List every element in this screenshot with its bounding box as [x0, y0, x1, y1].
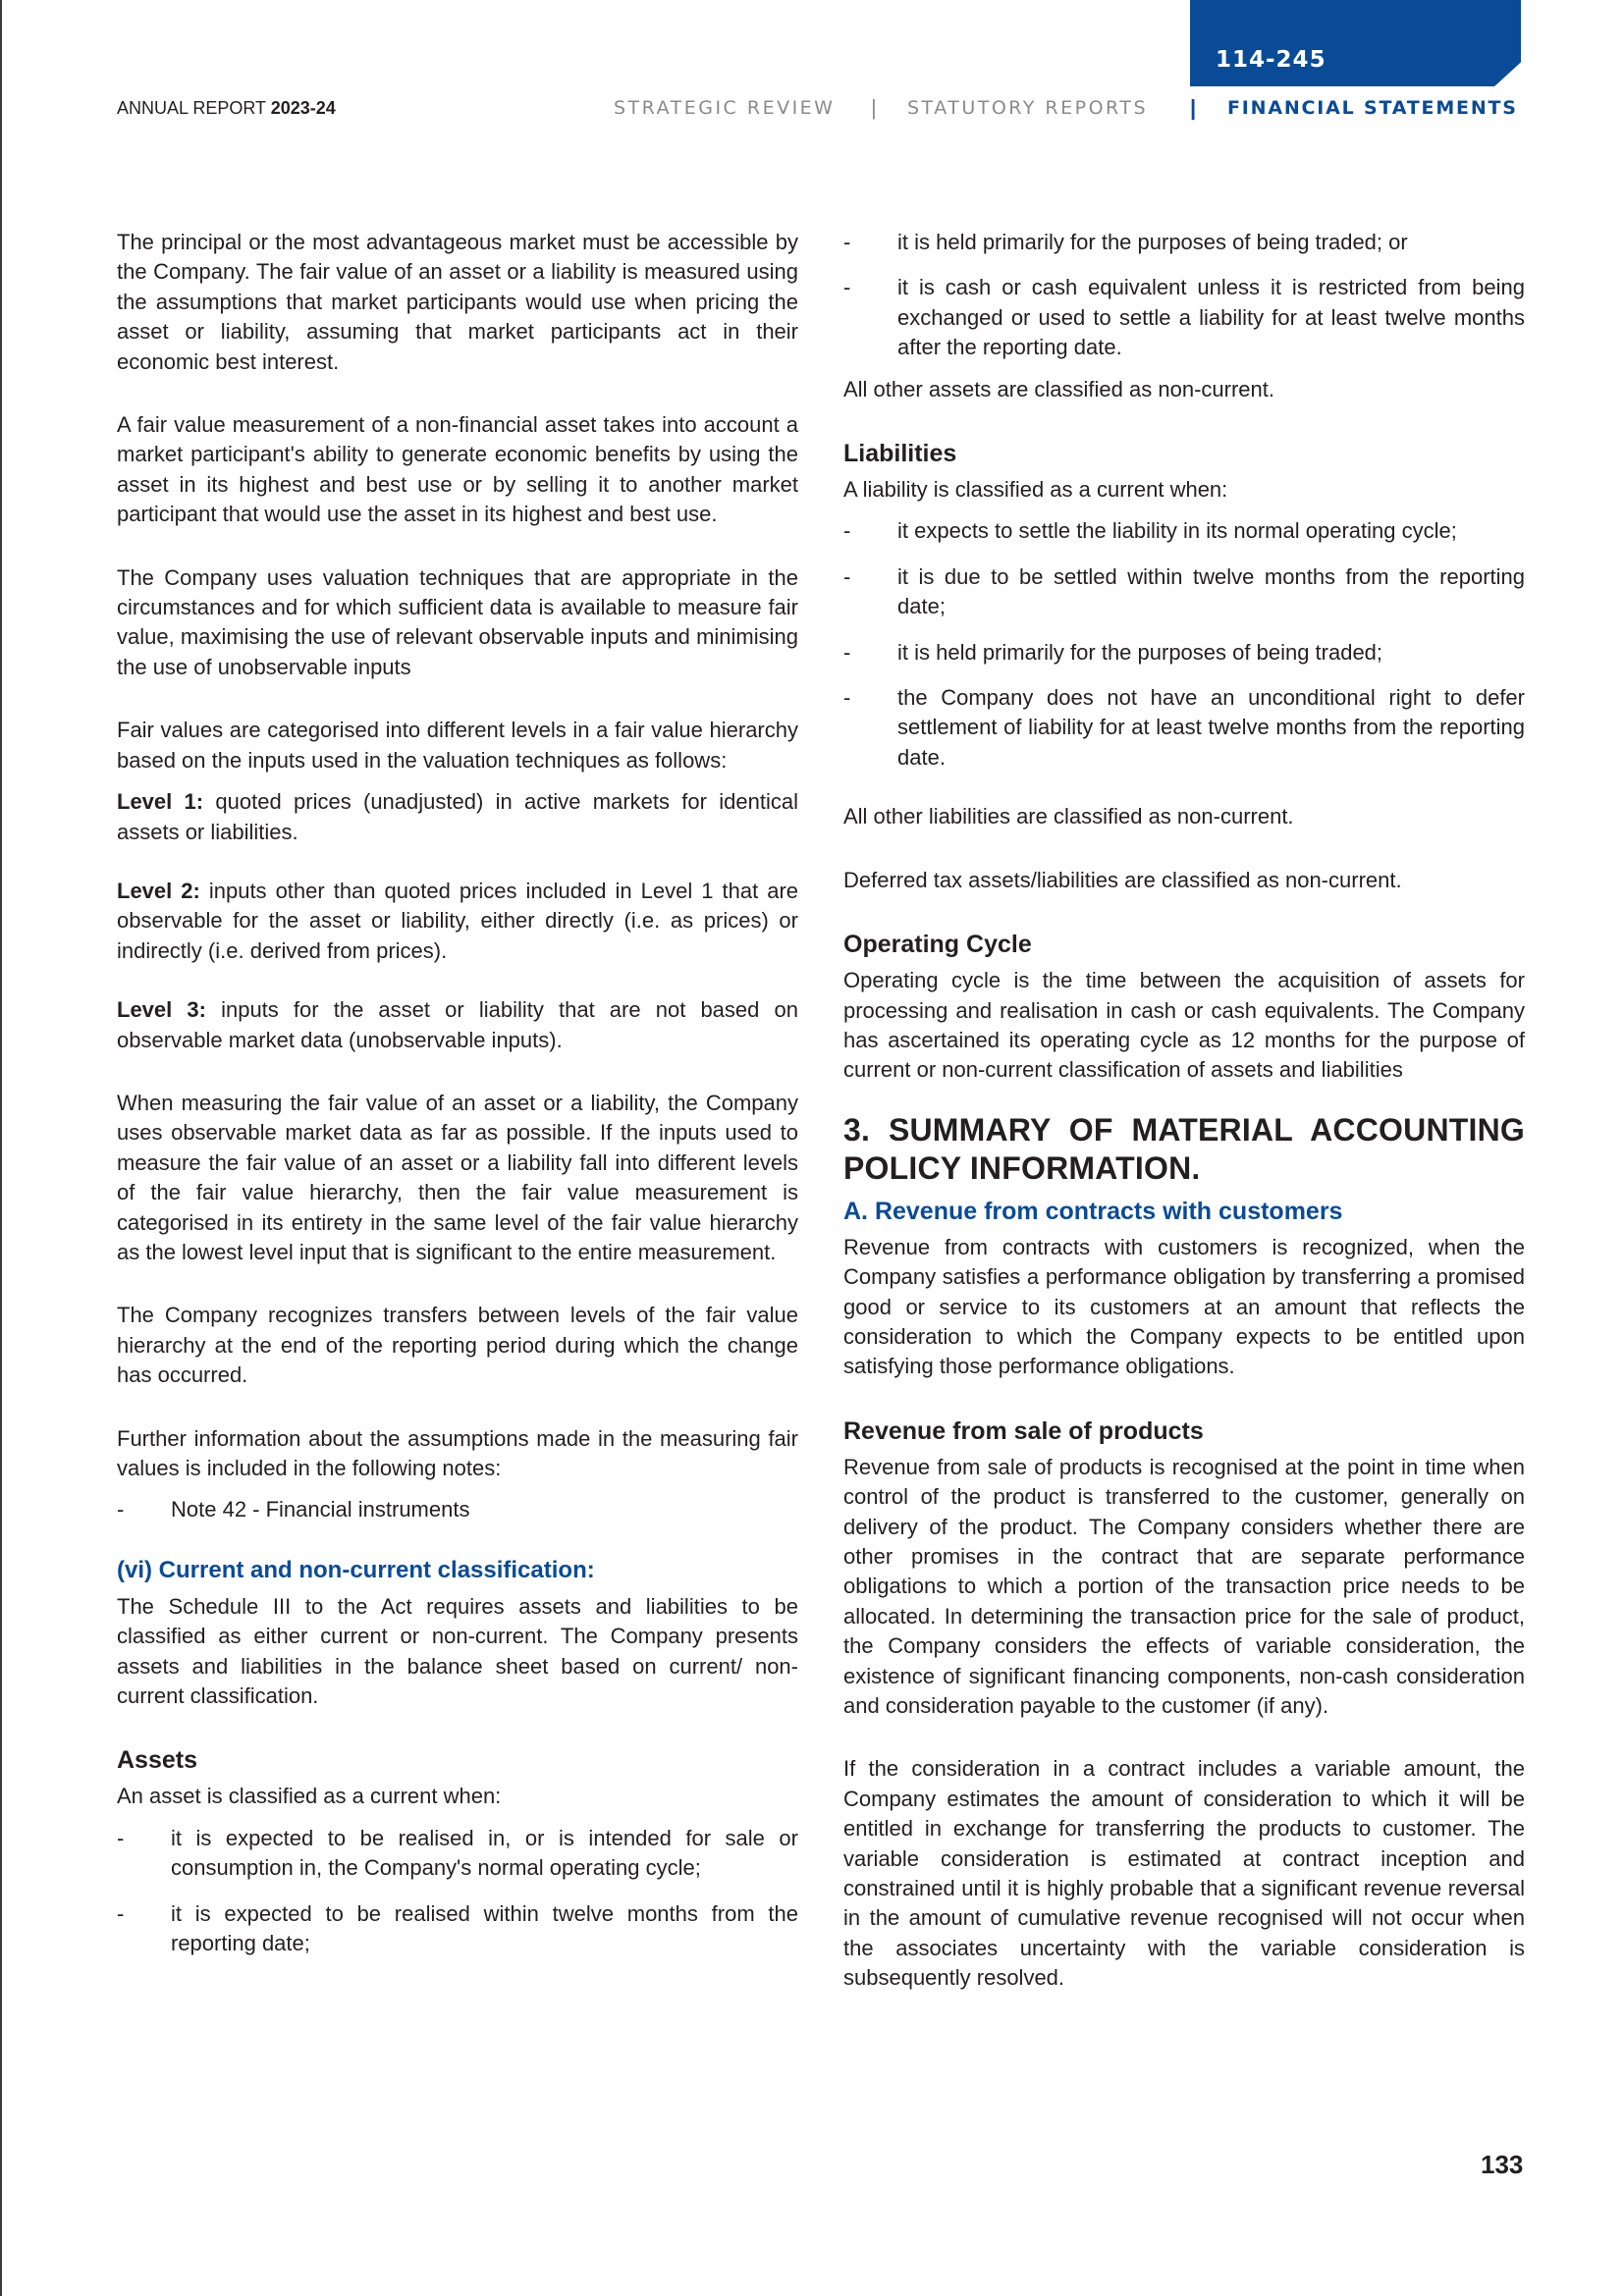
- paragraph: Deferred tax assets/liabilities are classified as non-current.: [843, 867, 1402, 892]
- nav-strategic-review[interactable]: STRATEGIC REVIEW: [614, 97, 836, 119]
- list-item-text: it is held primarily for the purposes of being traded; or: [897, 230, 1408, 254]
- level-2-text: inputs other than quoted prices included in Level 1 that are observable for the asset or liability, either directly (i.e. as prices) or indirectly (i.e. derived from prices).: [117, 878, 799, 963]
- list-item-text: it is expected to be realised within twelve months from the reporting date;: [171, 1900, 798, 1956]
- dash-marker: -: [843, 230, 851, 254]
- paragraph: All other assets are classified as non-current.: [843, 376, 1274, 401]
- paragraph: Revenue from sale of products is recognised at the point in time when control of the product is transferred to the customer, generally on delivery of the product. The Company considers whether there are other promises in the contract that are separate performance obligations to which a portion of the transaction price needs to be allocated. In determining the transaction price for the sale of product, the Company considers the effects of variable consideration, the existence of significant financing components, non-cash consideration and consideration payable to the customer (if any).: [843, 1454, 1525, 1718]
- section-vi-heading: (vi) Current and non-current classification:: [117, 1556, 595, 1583]
- nav-separator: |: [871, 95, 877, 120]
- list-item: [843, 273, 1525, 362]
- list-item: [843, 638, 1525, 667]
- paragraph: Operating cycle is the time between the acquisition of assets for processing and realisation in cash or cash equivalents. The Company has ascertained its operating cycle as 12 months for the purpose of current or non-current classification of assets and liabilities: [843, 968, 1525, 1083]
- paragraph: The Schedule III to the Act requires assets and liabilities to be classified as either current or non-current. The Company presents assets and liabilities in the balance sheet based on current/ non-current classification.: [117, 1593, 798, 1709]
- report-year: 2023-24: [270, 98, 336, 118]
- page-range-label: 114-245: [1216, 47, 1326, 73]
- paragraph: Fair values are categorised into different levels in a fair value hierarchy based on the inputs used in the valuation techniques as follows:: [117, 718, 798, 773]
- right-column: [843, 228, 1525, 2027]
- list-item-text: the Company does not have an unconditional right to defer settlement of liability for at least twelve months from the reporting date.: [897, 685, 1525, 770]
- list-item-text: it expects to settle the liability in its normal operating cycle;: [897, 518, 1457, 544]
- paragraph: An asset is classified as a current when:: [117, 1784, 502, 1809]
- paragraph: The Company recognizes transfers between levels of the fair value hierarchy at the end of the reporting period during which the change has occurred.: [117, 1303, 798, 1388]
- page-number: 133: [1481, 2150, 1524, 2179]
- section-3-heading: 3. SUMMARY OF MATERIAL ACCOUNTING POLICY INFORMATION.: [843, 1111, 1525, 1186]
- level-1-text: quoted prices (unadjusted) in active markets for identical assets or liabilities.: [117, 789, 798, 844]
- nav-statutory-reports[interactable]: STATUTORY REPORTS: [907, 97, 1149, 119]
- report-title: [117, 98, 336, 119]
- paragraph: Revenue from contracts with customers is recognized, when the Company satisfies a performance obligation by transferring a promised good or service to its customers at an amount that reflects the consideration to which the Company expects to be entitled upon satisfying those performance obligations.: [843, 1234, 1525, 1379]
- level-2-definition: [117, 877, 798, 966]
- sale-of-products-heading: Revenue from sale of products: [843, 1416, 1204, 1445]
- paragraph: Further information about the assumptions made in the measuring fair values is included in the following notes:: [117, 1425, 798, 1480]
- paragraph: If the consideration in a contract includes a variable amount, the Company estimates the amount of consideration to which it will be entitled in exchange for transferring the products to customer. The variable consideration is estimated at contract inception and constrained until it is highly probable that a significant revenue reversal in the amount of cumulative revenue recognised will not occur when the associates uncertainty with the variable consideration is subsequently resolved.: [843, 1756, 1525, 1991]
- paragraph: A liability is classified as a current when:: [843, 477, 1228, 503]
- operating-cycle-heading: Operating Cycle: [843, 931, 1032, 959]
- dash-marker: -: [117, 1825, 125, 1850]
- list-item: [843, 562, 1525, 622]
- assets-heading: Assets: [117, 1746, 197, 1775]
- nav-financial-statements[interactable]: FINANCIAL STATEMENTS: [1227, 97, 1518, 119]
- level-1-definition: [117, 787, 798, 847]
- nav-separator-active: |: [1190, 95, 1197, 120]
- dash-marker: -: [843, 639, 851, 665]
- list-item: [117, 1824, 798, 1884]
- list-item: [843, 683, 1525, 773]
- paragraph: The principal or the most advantageous market must be accessible by the Company. The fair value of an asset or a liability is measured using the assumptions that market participants would use when pricing the asset or liability, assuming that market participants act in their economic best interest.: [117, 230, 798, 374]
- list-item-text: Note 42 - Financial instruments: [171, 1497, 470, 1522]
- list-item: [117, 1899, 798, 1959]
- list-item-text: it is cash or cash equivalent unless it is restricted from being exchanged or used to settle a liability for at least twelve months after the reporting date.: [897, 275, 1525, 360]
- report-label: ANNUAL REPORT: [117, 98, 271, 118]
- paragraph: The Company uses valuation techniques that are appropriate in the circumstances and for which sufficient data is available to measure fair value, maximising the use of relevant observable inputs and minimising the use of unobservable inputs: [117, 564, 798, 679]
- page-edge-line: [0, 0, 2, 2296]
- level-3-text: inputs for the asset or liability that are not based on observable market data (unobservable inputs).: [117, 997, 798, 1052]
- dash-marker: -: [117, 1497, 125, 1522]
- paragraph: A fair value measurement of a non-financial asset takes into account a market participant's ability to generate economic benefits by using the asset in its highest and best use or by selling it to another market participant that would use the asset in its highest and best use.: [117, 412, 798, 527]
- level-3-label: Level 3:: [117, 997, 206, 1023]
- left-column: [117, 228, 798, 1974]
- revenue-heading: A. Revenue from contracts with customers: [843, 1197, 1343, 1225]
- level-3-definition: [117, 995, 798, 1055]
- dash-marker: -: [117, 1900, 125, 1926]
- dash-marker: -: [843, 685, 851, 711]
- list-item-text: it is due to be settled within twelve months from the reporting date;: [897, 563, 1525, 619]
- dash-marker: -: [843, 275, 851, 300]
- paragraph: When measuring the fair value of an asset or a liability, the Company uses observable market data as far as possible. If the inputs used to measure the fair value of an asset or a liability fall into different levels of the fair value hierarchy, then the fair value measurement is categorised in its entirety in the same level of the fair value hierarchy as the lowest level input that is significant to the entire measurement.: [117, 1090, 798, 1264]
- level-2-label: Level 2:: [117, 878, 200, 903]
- paragraph: All other liabilities are classified as non-current.: [843, 804, 1294, 829]
- list-item: [843, 516, 1525, 546]
- list-item-text: it is held primarily for the purposes of being traded;: [897, 639, 1383, 665]
- dash-marker: -: [843, 518, 851, 544]
- list-item-text: it is expected to be realised in, or is intended for sale or consumption in, the Company's normal operating cycle;: [171, 1825, 798, 1881]
- section-tab: [1190, 0, 1521, 86]
- list-item: [117, 1495, 798, 1524]
- list-item: [843, 228, 1525, 257]
- liabilities-heading: Liabilities: [843, 440, 957, 468]
- level-1-label: Level 1:: [117, 789, 204, 815]
- dash-marker: -: [843, 563, 851, 589]
